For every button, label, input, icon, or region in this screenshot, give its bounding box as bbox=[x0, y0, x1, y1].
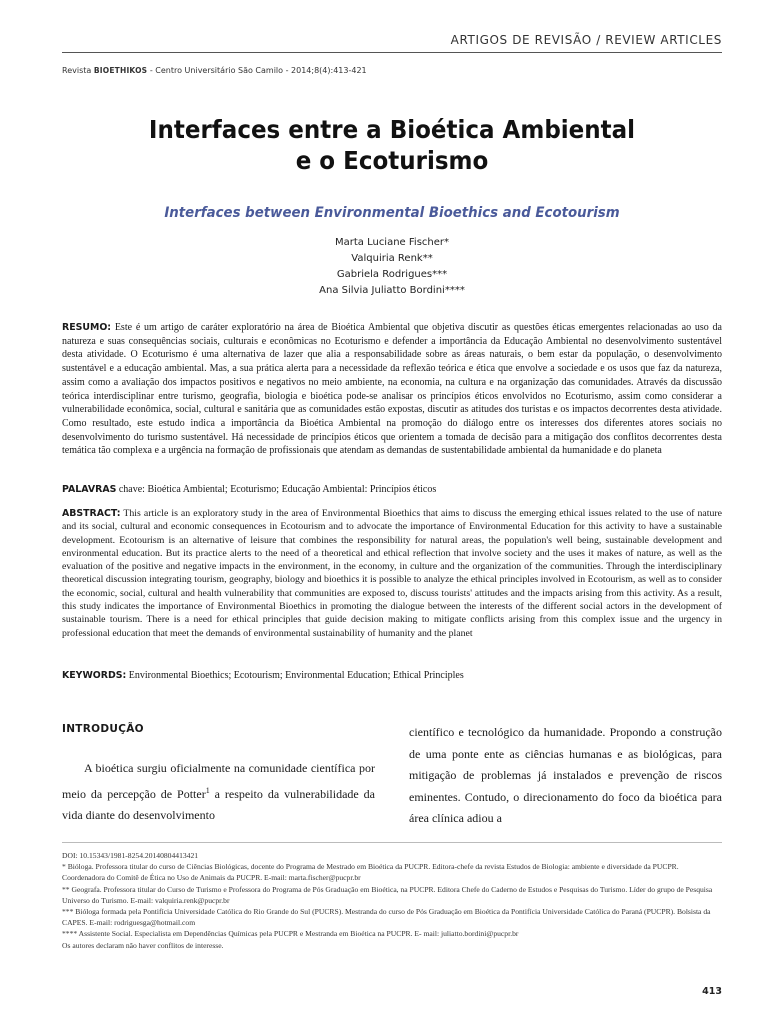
palavras-chave-block bbox=[62, 483, 722, 497]
section-header: ARTIGOS DE REVISÃO / REVIEW ARTICLES bbox=[450, 33, 722, 47]
intro-text-b: a respeito da vulnerabilidade da vida diante do desenvolvimento bbox=[62, 786, 376, 822]
header-rule bbox=[62, 52, 722, 53]
body-column-right: científico e tecnológico da humanidade. Propondo a construção de uma ponte ente as ciências humanas e as biológicas, para mitigação de problemas já instalados e prevenção de riscos eminentes. Contudo, o direcionamento do foco da bioética para área clínica adiou a bbox=[409, 725, 722, 825]
page-number: 413 bbox=[702, 986, 722, 997]
author-list bbox=[62, 235, 722, 299]
footnote-rule bbox=[62, 842, 722, 843]
footnote: ** Geografa. Professora titular do Curso de Turismo e Professora do Programa de Pós Graduação em Bioética, na PUCPR. Editora Chefe do Caderno de Estudos e Pesquisas do Turismo. Líder do grupo de Pesquisa Universo do Turismo. E-mail: valquiria.renk@pucpr.br bbox=[62, 884, 713, 905]
palavras-label: PALAVRAS bbox=[62, 484, 117, 495]
footnote-conflict: Os autores declaram não haver conflitos de interesse. bbox=[62, 940, 224, 950]
author-name: Gabriela Rodrigues*** bbox=[336, 269, 448, 280]
citation-superscript: 1 bbox=[205, 785, 210, 795]
keywords-label: KEYWORDS: bbox=[62, 670, 127, 681]
footnote: * Bióloga. Professora titular do curso de Ciências Biológicas, docente do Programa de Mestrado em Bioética da PUCPR. Editora-chefe da revista Estudos de Biologia: ambiente e diversidade da PUCPR. Coordenadora do Comitê de Ética no Uso de Animais da PUCPR. E-mail: marta.fischer@pucpr.br bbox=[62, 862, 679, 883]
title-line-1: Interfaces entre a Bioética Ambiental bbox=[148, 115, 636, 144]
article-subtitle: Interfaces between Environmental Bioethics and Ecotourism bbox=[164, 205, 620, 221]
resumo-block bbox=[62, 321, 722, 458]
article-title bbox=[88, 114, 695, 176]
author-name: Marta Luciane Fischer* bbox=[334, 237, 449, 248]
resumo-label: RESUMO: bbox=[62, 322, 112, 333]
body-column-left bbox=[62, 758, 375, 827]
intro-text-a: A bioética surgiu oficialmente na comunidade científica por meio da percepção de Potter bbox=[62, 761, 375, 801]
palavras-text: chave: Bioética Ambiental; Ecoturismo; Educação Ambiental: Princípios éticos bbox=[118, 484, 437, 495]
journal-citation bbox=[62, 66, 367, 75]
abstract-block bbox=[62, 507, 722, 640]
resumo-text: Este é um artigo de caráter exploratório na área de Bioética Ambiental que objetiva discutir as questões éticas emergentes relacionadas ao uso da natureza e suas consequências sociais, culturais e econômicas no Ecoturismo e defender a importância da Educação Ambiental no desenvolvimento sustentável desta atividade. O Ecoturismo é uma alternativa de lazer que alia a responsabilidade sobre as áreas naturais, o bem estar da população, o desenvolvimento sustentável e a educação ambiental. Mas, a sua prática alerta para a necessidade da reflexão teórica e ética que envolve a sociedade e os usos que faz da natureza, assim como a avaliação dos impactos positivos e negativos no meio ambiente, na economia, na cultura e na organização das comunidades. Através da discussão teórica interdisciplinar entre turismo, geografia, biologia e bioética pode-se analisar os princípios éticos envolvidos no Ecoturismo, assim como considerar a vulnerabilidade econômica, social, cultural e sanitária que as comunidades estão expostas, discutir as atitudes dos turistas e os impactos decorrentes desta atividade. Como resultado, este estudo indica a importância da Bioética Ambiental na promoção do diálogo entre os interesses dos diferentes atores sociais no desenvolvimento do turismo sustentável. Há necessidade de princípios éticos que orientem a tomada de decisão para a mitigação dos conflitos decorrentes desta temática tão complexa e a urgência na formação de profissionais que atendam as demandas de sustentabilidade ambiental da humanidade e do planeta bbox=[62, 322, 722, 457]
footnote: **** Assistente Social. Especialista em Dependências Químicas pela PUCPR e Mestranda em Bioética na PUCPR. E- mail: juliatto.bordini@pucpr.br bbox=[62, 929, 519, 939]
keywords-text: Environmental Bioethics; Ecotourism; Environmental Education; Ethical Principles bbox=[128, 670, 464, 681]
keywords-block bbox=[62, 669, 722, 683]
section-heading-introducao: INTRODUÇÃO bbox=[62, 723, 144, 735]
journal-prefix: Revista bbox=[62, 66, 92, 75]
journal-brand: BIOETHIKOS bbox=[93, 66, 148, 75]
author-name: Ana Silvia Juliatto Bordini**** bbox=[319, 285, 465, 296]
footnote: *** Bióloga formada pela Pontifícia Universidade Católica do Rio Grande do Sul (PUCRS). Mestranda do curso de Pós Graduação em Bioética da Pontifícia Universidade Católica do Paraná (PUCPR). Bolsista da CAPES. E-mail: rodriguesga@hotmail.com bbox=[62, 907, 711, 928]
footnotes bbox=[62, 850, 722, 951]
abstract-text: This article is an exploratory study in the area of Environmental Bioethics that aims to discuss the emerging ethical issues related to the use of nature and its social, cultural and economic consequences in Ecotourism and to advocate the importance of Environmental Education for this activity to have a sustainable development. Ecotourism is an alternative of leisure that combines the responsibility for natural areas, the population's well being, sustainable development and environmental education. But its practice alerts to the need of a theoretical and ethical reflection that involve society and the uses it makes of nature, as well as the evaluation of the positive and negative impacts in the environment, in the economy, in culture and the organization of the communities. Through the interdisciplinary theoretical discussion integrating tourism, geography, biology and bioethics it is possible to analyze the ethical principles involved in Ecotourism, as well as to consider the economic, social, cultural and health vulnerability that communities are exposed to, discuss tourists' attitudes and the impacts arising from this activity. As a result, this study indicates the importance of Environmental Bioethics in promoting the dialogue between the interests of the different social actors in the development of sustainable tourism. There is a need for ethical principles that guide decision making to mitigate conflicts arising from this complex issue and the urgency in professional education that meet the demands of environmental sustainability of humanity and the planet bbox=[62, 508, 722, 639]
journal-suffix: - Centro Universitário São Camilo - 2014;8(4):413-421 bbox=[149, 66, 367, 75]
author-name: Valquiria Renk** bbox=[351, 253, 433, 264]
abstract-label: ABSTRACT: bbox=[62, 508, 121, 519]
footnote-doi: DOI: 10.15343/1981-8254.20140804413421 bbox=[62, 851, 199, 860]
title-line-2: e o Ecoturismo bbox=[295, 146, 489, 175]
